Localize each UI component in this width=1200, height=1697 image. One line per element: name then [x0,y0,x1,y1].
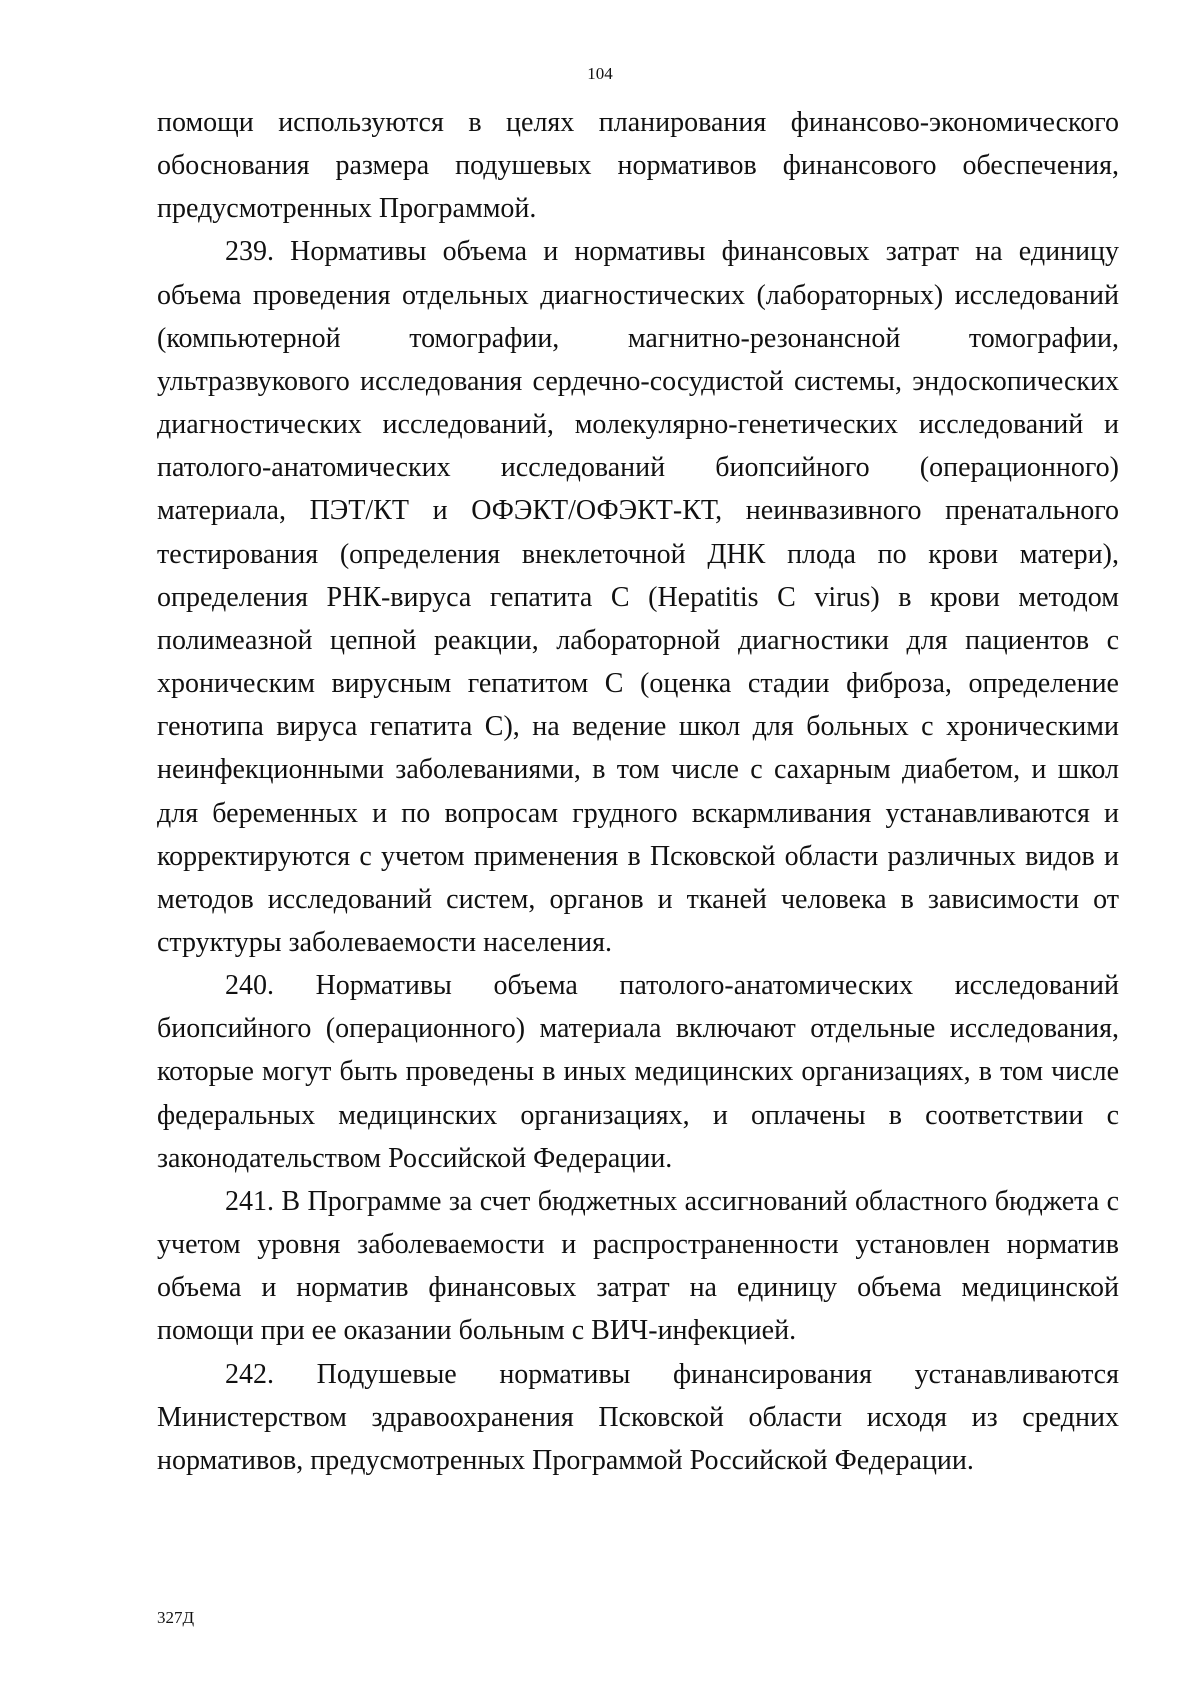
paragraph-242: 242. Подушевые нормативы финансирования устанавливаются Министерством здравоохранения Псковской области исходя из средних нормативов, предусмотренных Программой Российской Федерации. [157,1358,1119,1476]
document-body [157,101,1119,1482]
paragraph-continuation: помощи используются в целях планирования финансово-экономического обоснования размера подушевых нормативов финансового обеспечения, предусмотренных Программой. [157,107,1119,225]
paragraph-241: 241. В Программе за счет бюджетных ассигнований областного бюджета с учетом уровня заболеваемости и распространенности установлен норматив объема и норматив финансовых затрат на единицу объема медицинской помощи при ее оказании больным с ВИЧ-инфекцией. [157,1185,1119,1347]
paragraph-240: 240. Нормативы объема патолого-анатомических исследований биопсийного (операционного) материала включают отдельные исследования, которые могут быть проведены в иных медицинских организациях, в том числе федеральных медицинских организациях, и оплачены в соответствии с законодательством Российской Федерации. [157,970,1119,1174]
page-number: 104 [587,64,613,83]
document-code: 327Д [157,1608,195,1627]
paragraph-239: 239. Нормативы объема и нормативы финансовых затрат на единицу объема проведения отдельных диагностических (лабораторных) исследований (компьютерной томографии, магнитно-резонансной томографии, ультразвукового исследования сердечно-сосудистой системы, эндоскопических диагностических исследований, молекулярно-генетических исследований и патолого-анатомических исследований биопсийного (операционного) материала, ПЭТ/КТ и ОФЭКТ/ОФЭКТ-КТ, неинвазивного пренатального тестирования (определения внеклеточной ДНК плода по крови матери), определения РНК-вируса гепатита С (Hepatitis C virus) в крови методом полимеазной цепной реакции, лабораторной диагностики для пациентов с хроническим вирусным гепатитом С (оценка стадии фиброза, определение генотипа вируса гепатита С), на ведение школ для больных с хроническими неинфекционными заболеваниями, в том числе с сахарным диабетом, и школ для беременных и по вопросам грудного вскармливания устанавливаются и корректируются с учетом применения в Псковской области различных видов и методов исследований систем, органов и тканей человека в зависимости от структуры заболеваемости населения. [157,236,1119,958]
